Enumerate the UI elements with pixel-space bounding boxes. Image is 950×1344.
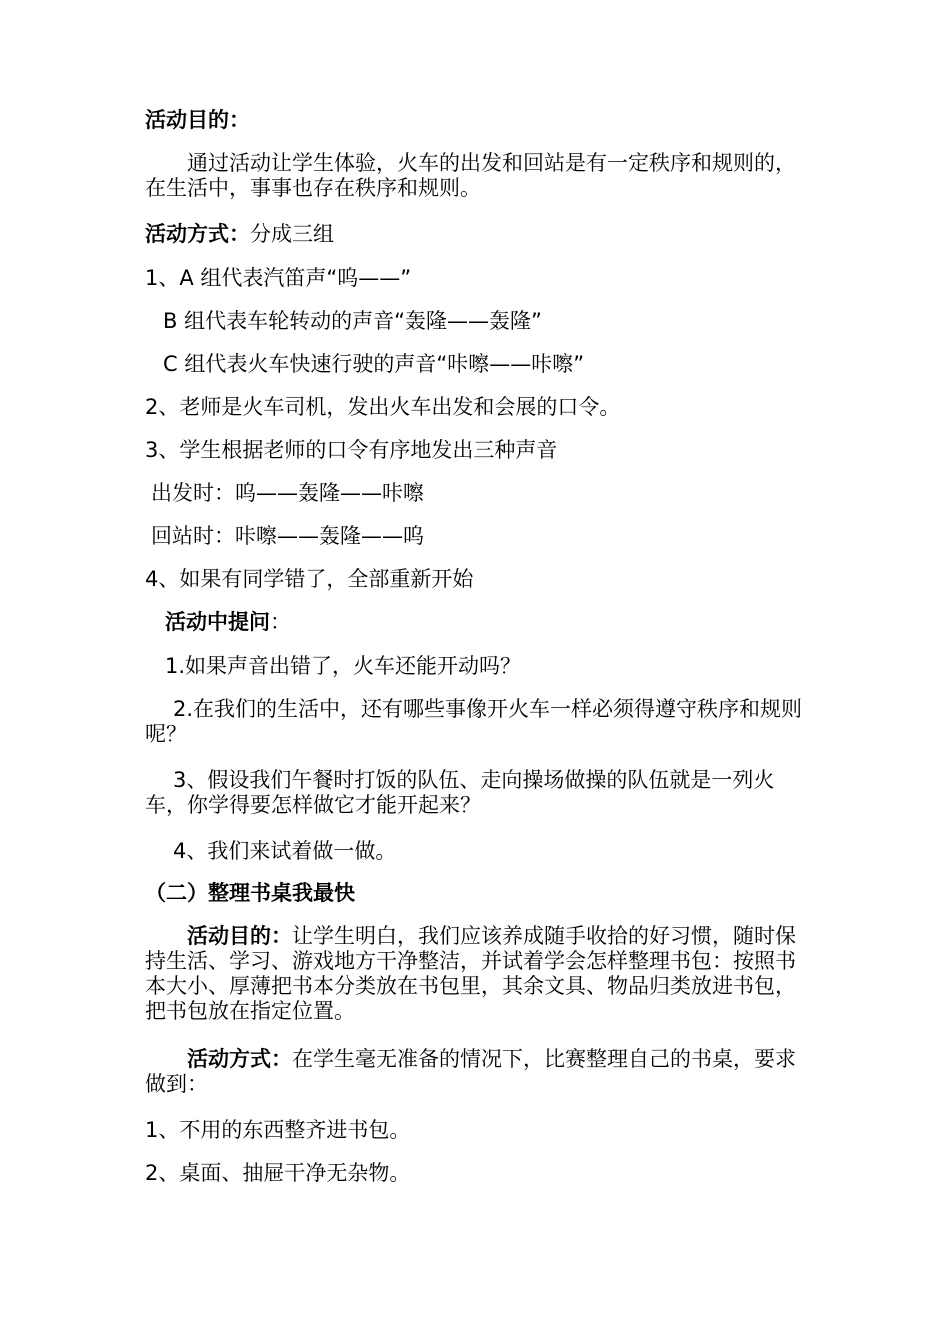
method-heading-1: 活动方式：	[145, 222, 250, 246]
purpose-text-1: 通过活动让学生体验，火车的出发和回站是有一定秩序和规则的，在生活中，事事也存在秩序和规则。	[145, 151, 796, 200]
question-3: 3、假设我们午餐时打饭的队伍、走向操场做操的队伍就是一列火车，你学得要怎样做它才能开起来？	[145, 768, 775, 817]
method-paragraph-2	[145, 1047, 810, 1097]
question-1: 1.如果声音出错了，火车还能开动吗？	[165, 654, 522, 678]
purpose-paragraph-2	[145, 924, 810, 1024]
question-4: 4、我们来试着做一做。	[173, 839, 397, 863]
requirement-1: 1、不用的东西整齐进书包。	[145, 1118, 411, 1142]
question-2: 2.在我们的生活中，还有哪些事像开火车一样必须得遵守秩序和规则呢？	[145, 697, 803, 746]
step-group-c: C 组代表火车快速行驶的声音“咔嚓——咔嚓”	[163, 352, 585, 376]
questions-heading: 活动中提问	[165, 610, 270, 634]
method-heading-2: 活动方式：	[187, 1047, 292, 1071]
step-2: 2、老师是火车司机，发出火车出发和会展的口令。	[145, 395, 621, 419]
purpose-text-2: 让学生明白，我们应该养成随手收拾的好习惯，随时保持生活、学习、游戏地方干净整洁，并试着学会怎样整理书包：按照书本大小、厚薄把书本分类放在书包里，其余文具、物品归类放进书包，把书包放在指定位置。	[145, 924, 796, 1023]
method-text-2: 在学生毫无准备的情况下，比赛整理自己的书桌，要求做到：	[145, 1047, 796, 1096]
step-3: 3、学生根据老师的口令有序地发出三种声音	[145, 438, 558, 462]
method-text-1: 分成三组	[250, 222, 334, 246]
questions-heading-line	[165, 610, 830, 635]
purpose-heading-2: 活动目的：	[187, 924, 292, 948]
method-line-1	[145, 222, 810, 247]
step-group-b: B 组代表车轮转动的声音“轰隆——轰隆”	[163, 309, 542, 333]
step-depart: 出发时：呜——轰隆——咔嚓	[151, 481, 424, 505]
requirement-2: 2、桌面、抽屉干净无杂物。	[145, 1161, 411, 1185]
step-1: 1、A 组代表汽笛声“呜——”	[145, 266, 412, 290]
section-2-title: （二）整理书桌我最快	[145, 881, 355, 905]
step-return: 回站时：咔嚓——轰隆——呜	[151, 524, 424, 548]
purpose-heading-1: 活动目的：	[145, 108, 250, 132]
questions-colon: ：	[270, 610, 291, 634]
step-4: 4、如果有同学错了，全部重新开始	[145, 567, 474, 591]
